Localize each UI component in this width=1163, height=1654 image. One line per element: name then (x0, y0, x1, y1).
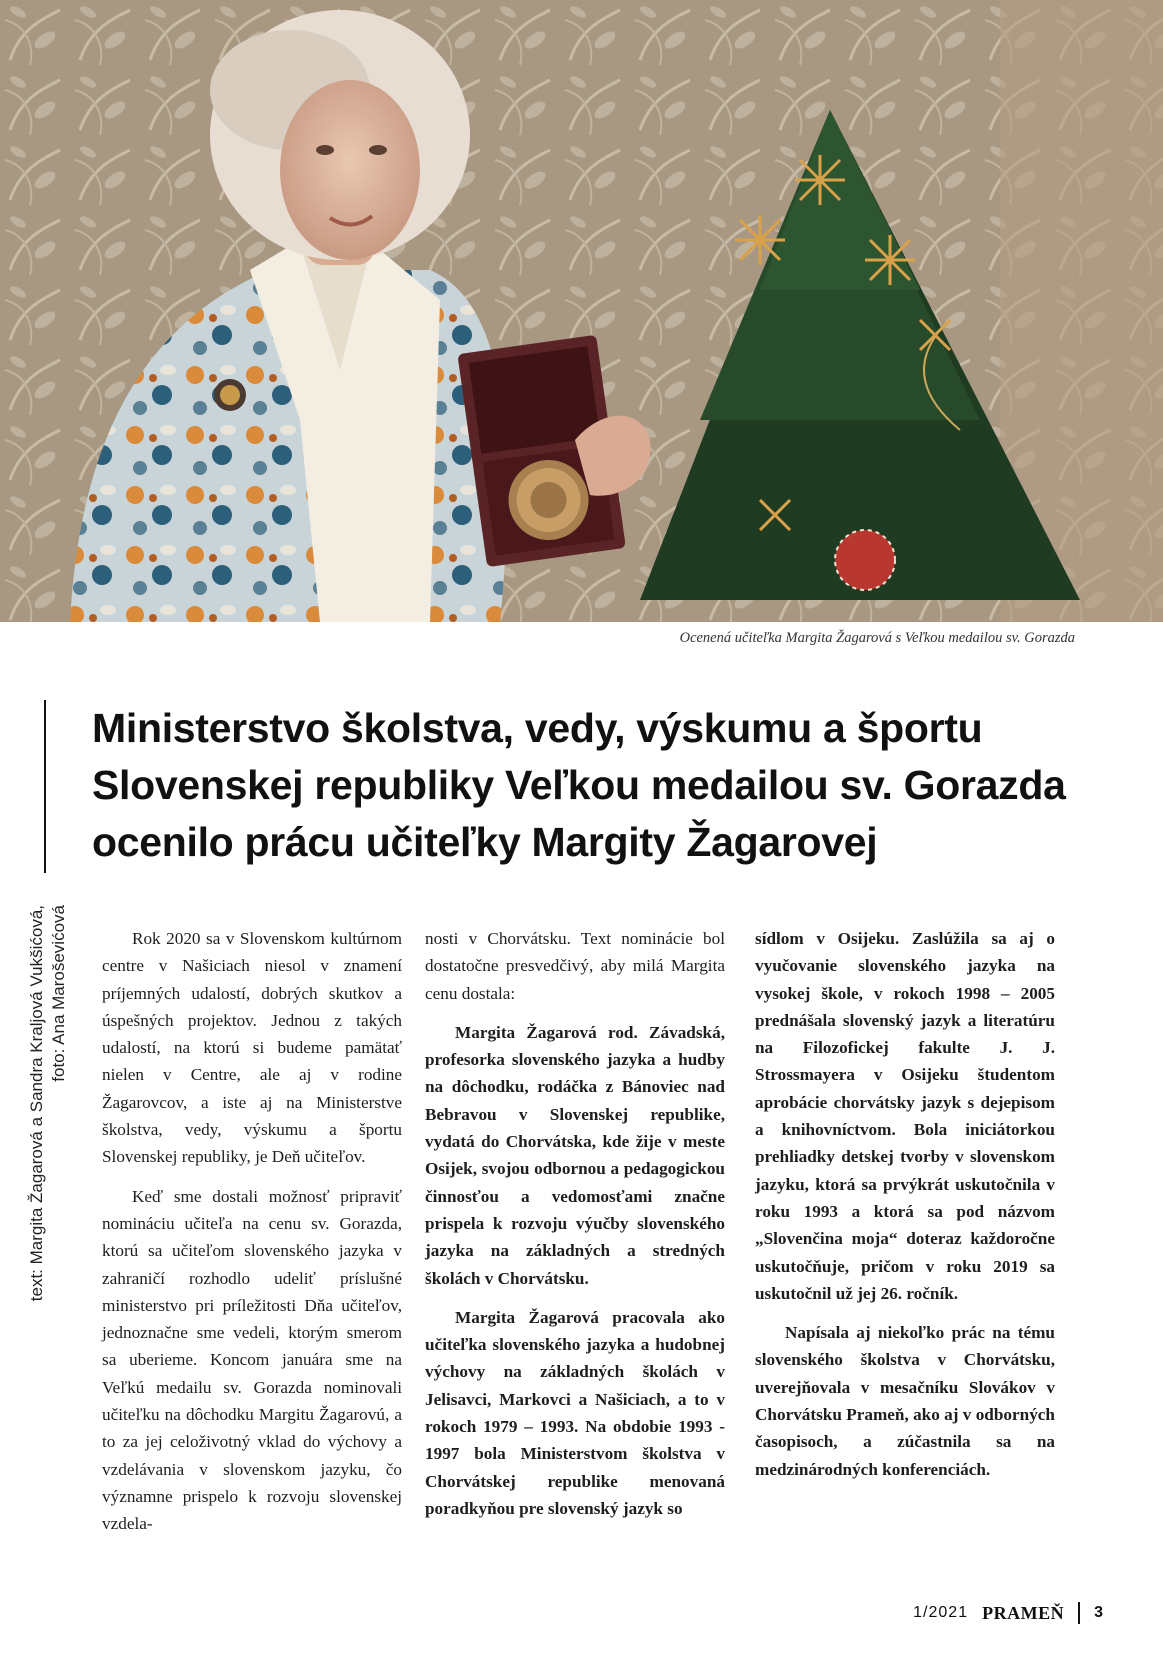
column-2 (425, 925, 725, 1522)
page-number: 3 (1094, 1604, 1103, 1621)
photo-medal-portrait-icon (0, 0, 1163, 622)
col2-paragraph-2: Margita Žagarová rod. Závadská, profesorka slovenského jazyka a hudby na dôchodku, rodáčka z Bánoviec nad Bebravou v Slovenskej republike, vydatá do Chorvátska, kde žije v meste Osijek, svojou odbornou a pedagogickou činnosťou a vedomosťami značne prispela k rozvoju výučby slovenského jazyka na základných a stredných školách v Chorvátsku. (425, 1022, 725, 1288)
title-rule (44, 700, 46, 873)
title-line-2: Slovenskej republiky Veľkou medailou sv. Gorazda (92, 762, 1066, 808)
col1-paragraph-2: Keď sme dostali možnosť pripraviť nomináciu učiteľa na cenu sv. Gorazda, ktorú sa učiteľom slovenského jazyka v zahraničí rozhodlo udeliť príslušné ministerstvo pri príležitosti Dňa učiteľov, jednoznačne sme vedeli, ktorým smerom sa uberieme. Koncom januára sme na Veľkú medailu sv. Gorazda nominovali učiteľku na dôchodku Margitu Žagarovú, a to za jej celoživotný vklad do výchovy a vzdelávania v slovenskom jazyku, čo významne prispelo k rozvoju slovenskej vzdela- (102, 1186, 402, 1534)
col3-paragraph-2: Napísala aj niekoľko prác na tému slovenského školstva v Chorvátsku, uverejňovala v mesačníku Slovákov v Chorvátsku Prameň, ako aj v odborných časopisoch, a zúčastnila sa na medzinárodných konferenciách. (755, 1323, 1055, 1479)
col2-paragraph-1: nosti v Chorvátsku. Text nominácie bol dostatočne presvedčivý, aby milá Margita cenu dostala: (425, 929, 725, 1003)
article-title (92, 700, 1102, 871)
title-line-1: Ministerstvo školstva, vedy, výskumu a športu (92, 705, 983, 751)
byline-photo: foto: Ana Maroševićová (49, 905, 68, 1082)
col3-paragraph-1: sídlom v Osijeku. Zaslúžila sa aj o vyučovanie slovenského jazyka na vysokej škole, v rokoch 1998 – 2005 prednášala slovenský jazyk a literatúru na Filozofickej fakulte J. J. Strossmayera v Osijeku študentom aprobácie chorvátsky jazyk s dejepisom a knihovníctvom. Bola iniciátorkou prehliadky detskej tvorby v slovenskom jazyku, ktorá sa prvýkrát uskutočnila v roku 1993 a ktorá sa pod názvom „Slovenčina moja“ doteraz každoročne uskutočňuje, pričom v roku 2019 sa uskutočnil už jej 26. ročník. (755, 929, 1055, 1303)
page-footer (913, 1602, 1103, 1624)
photo-caption: Ocenená učiteľka Margita Žagarová s Veľkou medailou sv. Gorazda (679, 630, 1075, 646)
cover-photo (0, 0, 1163, 622)
footer-divider (1078, 1602, 1080, 1624)
col2-paragraph-3: Margita Žagarová pracovala ako učiteľka slovenského jazyka a hudobnej výchovy na základných školách v Jelisavci, Markovci a Našiciach, a to v rokoch 1979 – 1993. Na obdobie 1993 - 1997 bola Ministerstvom školstva v Chorvátskej republike menovaná poradkyňou pre slovenský jazyk so (425, 1307, 725, 1518)
byline (26, 905, 70, 1385)
col1-paragraph-1: Rok 2020 sa v Slovenskom kultúrnom centre v Našiciach niesol v znamení príjemných udalostí, dobrých skutkov a úspešných projektov. Jednou z takých udalostí, na ktorú si budeme pamätať nielen v Centre, ale aj v rodine Žagarovcov, a iste aj na Ministerstve školstva, vedy, výskumu a športu Slovenskej republiky, je Deň učiteľov. (102, 929, 402, 1167)
issue-number: 1/2021 (913, 1604, 969, 1621)
title-line-3: ocenilo prácu učiteľky Margity Žagarovej (92, 819, 878, 865)
byline-authors: text: Margita Žagarová a Sandra Kraljová Vukšićová, (27, 905, 46, 1302)
magazine-name: PRAMEŇ (982, 1602, 1065, 1623)
column-3 (755, 925, 1055, 1483)
column-1 (102, 925, 402, 1538)
